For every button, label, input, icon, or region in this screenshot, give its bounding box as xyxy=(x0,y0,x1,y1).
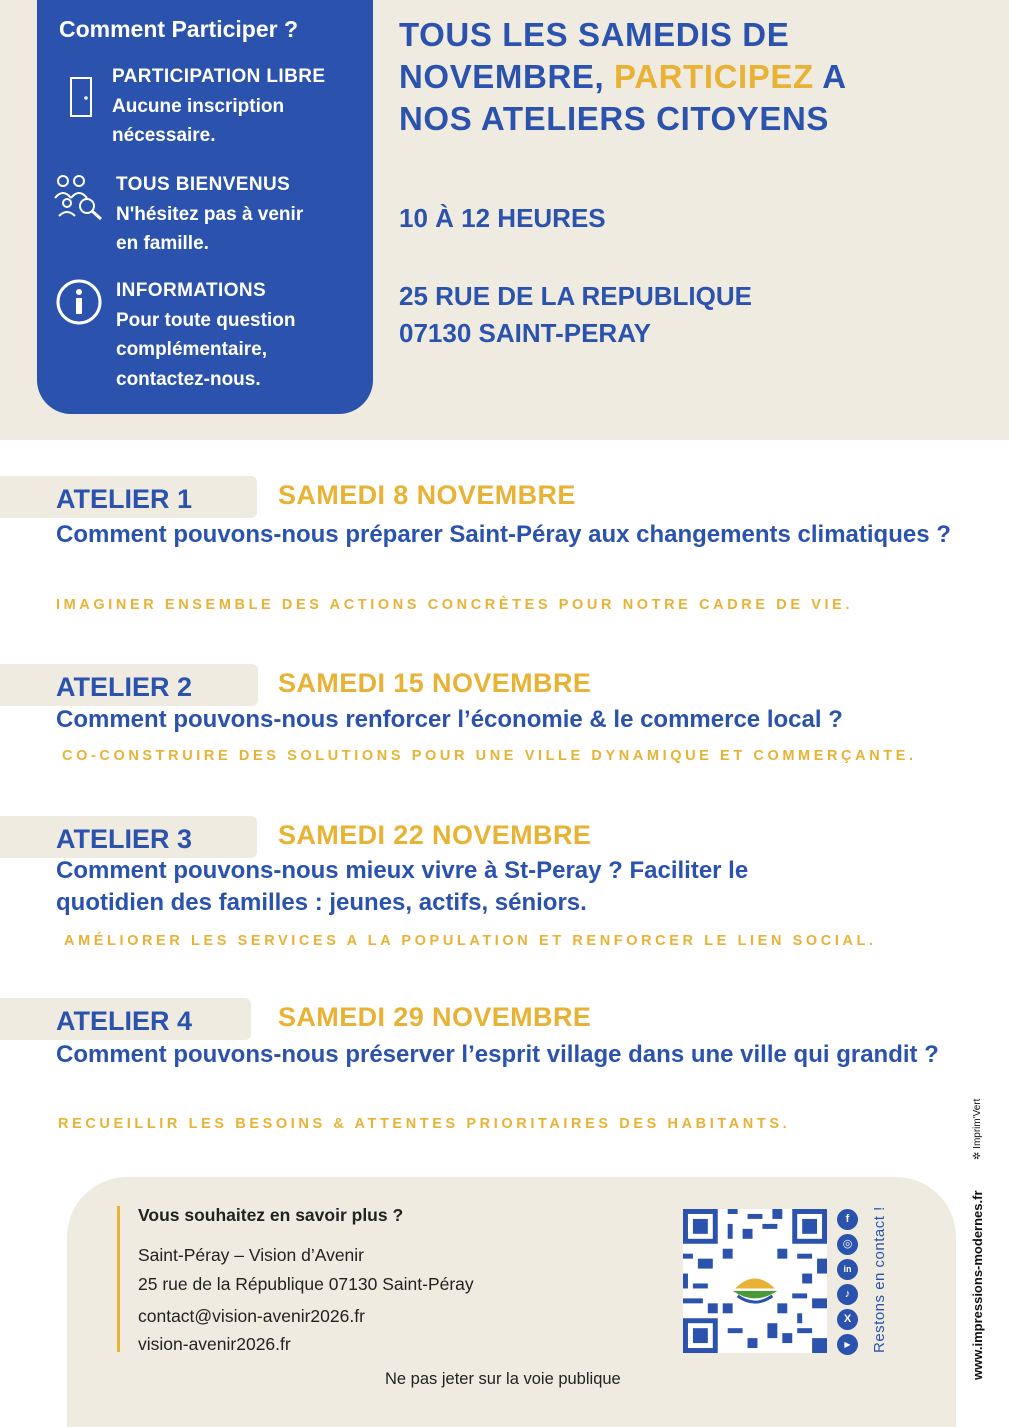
event-address xyxy=(399,278,752,352)
imprim-vert-text: Imprim'Vert xyxy=(972,1098,983,1149)
footer-card xyxy=(67,1177,956,1427)
footer-address: 25 rue de la République 07130 Saint-Péray xyxy=(138,1274,474,1294)
door-icon xyxy=(53,74,105,126)
headline-line2 xyxy=(399,56,999,98)
atelier-date: SAMEDI 15 NOVEMBRE xyxy=(278,668,592,698)
printer-url: www.impressions-modernes.fr xyxy=(970,1190,985,1380)
headline-line2-post: A xyxy=(813,58,847,95)
disposal-notice: Ne pas jeter sur la voie publique xyxy=(385,1370,621,1388)
atelier-question: Comment pouvons-nous préparer Saint-Péray aux changements climatiques ? xyxy=(56,521,951,548)
headline-line2-pre: NOVEMBRE, xyxy=(399,58,615,95)
participation-panel xyxy=(37,0,373,414)
imprim-vert-icon: ✲ xyxy=(972,1148,983,1160)
atelier-subtitle: CO-CONSTRUIRE DES SOLUTIONS POUR UNE VILLE DYNAMIQUE ET COMMERÇANTE. xyxy=(62,748,917,764)
item-label: PARTICIPATION LIBRE xyxy=(112,66,326,87)
atelier-question: Comment pouvons-nous préserver l’esprit village dans une ville qui grandit ? xyxy=(56,1041,939,1068)
atelier-subtitle: IMAGINER ENSEMBLE DES ACTIONS CONCRÈTES POUR NOTRE CADRE DE VIE. xyxy=(56,597,854,613)
item-desc: Aucune inscription nécessaire. xyxy=(112,95,285,146)
footer-website[interactable]: vision-avenir2026.fr xyxy=(138,1334,291,1354)
atelier-number: ATELIER 3 xyxy=(56,824,193,854)
event-time: 10 À 12 HEURES xyxy=(399,203,606,233)
headline-accent: PARTICIPEZ xyxy=(614,58,814,95)
item-desc: N'hésitez pas à venir en famille. xyxy=(116,203,304,254)
atelier-number: ATELIER 4 xyxy=(56,1006,193,1036)
address-line1: 25 RUE DE LA REPUBLIQUE xyxy=(399,281,752,311)
atelier-number: ATELIER 2 xyxy=(56,672,193,702)
headline xyxy=(399,14,999,140)
youtube-icon[interactable]: ▶ xyxy=(837,1334,858,1355)
atelier-date: SAMEDI 22 NOVEMBRE xyxy=(278,820,592,850)
facebook-icon[interactable]: f xyxy=(837,1209,858,1230)
x-icon[interactable]: X xyxy=(837,1309,858,1330)
panel-title: Comment Participer ? xyxy=(59,16,298,42)
contact-vertical-label: Restons en contact ! xyxy=(871,1206,888,1353)
imprim-vert-label xyxy=(972,1099,983,1160)
item-label: INFORMATIONS xyxy=(116,280,267,301)
people-search-icon xyxy=(53,172,105,224)
atelier-date: SAMEDI 29 NOVEMBRE xyxy=(278,1002,592,1032)
atelier-subtitle: AMÉLIORER LES SERVICES A LA POPULATION ET RENFORCER LE LIEN SOCIAL. xyxy=(64,933,877,949)
footer-email[interactable]: contact@vision-avenir2026.fr xyxy=(138,1306,365,1326)
atelier-question: Comment pouvons-nous mieux vivre à St-Peray ? Faciliter le quotidien des familles : jeunes, actifs, séniors. xyxy=(56,857,749,916)
address-line2: 07130 SAINT-PERAY xyxy=(399,318,651,348)
item-desc: Pour toute question complémentaire, contactez-nous. xyxy=(116,309,296,390)
headline-line3: NOS ATELIERS CITOYENS xyxy=(399,100,830,137)
atelier-number: ATELIER 1 xyxy=(56,484,193,514)
footer-org: Saint-Péray – Vision d’Avenir xyxy=(138,1245,365,1265)
tiktok-icon[interactable]: ♪ xyxy=(837,1284,858,1305)
instagram-icon[interactable]: ◎ xyxy=(837,1234,858,1255)
info-icon xyxy=(53,278,105,330)
atelier-subtitle: RECUEILLIR LES BESOINS & ATTENTES PRIORITAIRES DES HABITANTS. xyxy=(58,1116,791,1132)
atelier-question: Comment pouvons-nous renforcer l’économie & le commerce local ? xyxy=(56,706,843,733)
qr-code[interactable] xyxy=(683,1209,827,1353)
item-label: TOUS BIENVENUS xyxy=(116,174,291,195)
footer-title: Vous souhaitez en savoir plus ? xyxy=(138,1205,404,1225)
headline-line1: TOUS LES SAMEDIS DE xyxy=(399,16,790,53)
footer-accent-bar xyxy=(117,1206,120,1352)
linkedin-icon[interactable]: in xyxy=(837,1259,858,1280)
atelier-date: SAMEDI 8 NOVEMBRE xyxy=(278,480,576,510)
